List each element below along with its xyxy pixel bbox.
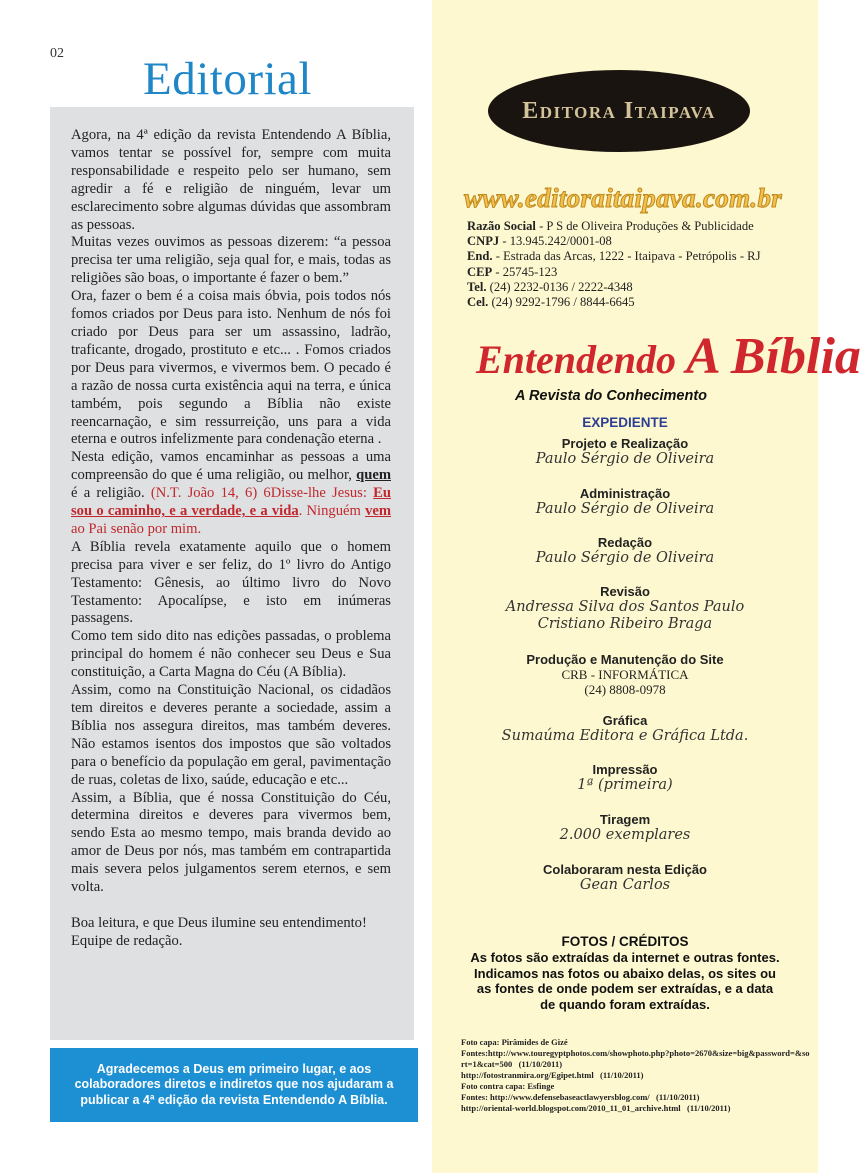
credit-block bbox=[432, 812, 818, 844]
emphasis-vem: vem bbox=[365, 503, 391, 520]
credit-value: 2.000 exemplares bbox=[559, 827, 691, 843]
paragraph: Agora, na 4ª edição da revista Entendendo A Bíblia, vamos tentar se possível for, sempre com muita responsabilidade e respeito pelo ser humano, sem agredir a fé e religião de ninguém, levar um esclarecimento sobre algumas dúvidas que assombram as pessoas. bbox=[71, 127, 391, 233]
credit-value: (24) 8808-0978 bbox=[584, 682, 666, 697]
photo-sources bbox=[461, 1037, 811, 1114]
credit-block bbox=[432, 862, 818, 894]
company-info-label: Razão Social bbox=[467, 219, 536, 233]
company-info-label: Cel. bbox=[467, 295, 489, 310]
photo-source-line: Foto contra capa: Esfinge bbox=[461, 1081, 555, 1091]
fotos-title: FOTOS / CRÉDITOS bbox=[561, 934, 689, 949]
company-info-row: Razão Social - P S de Oliveira Produções & Publicidade bbox=[467, 219, 754, 233]
credit-block bbox=[432, 486, 818, 518]
company-info-label: CEP bbox=[467, 264, 493, 279]
credit-block bbox=[432, 436, 818, 468]
credit-label: Gráfica bbox=[602, 713, 648, 728]
paragraph: Como tem sido dito nas edições passadas, o problema principal do homem é não conhecer seu Deus e Sua constituição, a Carta Magna do Céu (A Bíblia). bbox=[71, 628, 391, 681]
credit-label: Projeto e Realização bbox=[561, 436, 689, 451]
verse-reference: (N.T. João 14, 6) 6Disse-lhe Jesus: bbox=[150, 485, 374, 502]
company-info-row bbox=[467, 295, 797, 310]
thanks-text: Agradecemos a Deus em primeiro lugar, e aos colaboradores diretos e indiretos que nos ajudaram a publicar a 4ª edição da revista Entendendo A Bíblia. bbox=[74, 1061, 394, 1107]
credit-value: Paulo Sérgio de Oliveira bbox=[535, 501, 715, 517]
credit-value: CRB - INFORMÁTICA bbox=[561, 667, 689, 682]
company-info-label: Tel. bbox=[467, 279, 487, 294]
credit-block bbox=[432, 762, 818, 794]
photo-source-line: Fontes:http://www.touregyptphotos.com/showphoto.php?photo=2670&size=big&password=&sort=1&cat=500 (11/10/2011) bbox=[461, 1048, 810, 1069]
company-info-value: P S de Oliveira Produções & Publicidade bbox=[546, 219, 754, 233]
closing-line: Boa leitura, e que Deus ilumine seu entendimento! bbox=[71, 914, 367, 931]
company-info-value: 13.945.242/0001-08 bbox=[509, 234, 612, 249]
credit-label: Colaboraram nesta Edição bbox=[543, 862, 707, 877]
credit-value: Paulo Sérgio de Oliveira bbox=[535, 550, 715, 566]
credit-value: Andressa Silva dos Santos Paulo bbox=[505, 599, 745, 615]
company-info bbox=[467, 219, 797, 310]
page-number: 02 bbox=[50, 46, 64, 61]
signature: Equipe de redação. bbox=[71, 932, 183, 949]
photo-source-line: http://oriental-world.blogspot.com/2010_11_01_archive.html (11/10/2011) bbox=[461, 1103, 731, 1113]
company-info-value: 25745-123 bbox=[502, 264, 558, 279]
paragraph: Assim, como na Constituição Nacional, os cidadãos tem direitos e deveres perante a sociedade, assim a Bíblia nos assegura direitos, mas também deveres. Não estamos isentos dos impostos que são voltados para o benefício da população em geral, pavimentação de ruas, coletas de lixo, saúde, educação e etc... bbox=[71, 682, 391, 788]
credit-value: Paulo Sérgio de Oliveira bbox=[535, 451, 715, 467]
company-info-row: CEP - 25745-123 bbox=[467, 264, 558, 279]
credit-value: 1ª (primeira) bbox=[577, 777, 673, 793]
editorial-text bbox=[71, 127, 391, 951]
magazine-title-part1: Entendendo bbox=[476, 337, 687, 382]
credit-block bbox=[432, 713, 818, 745]
company-info-value: (24) 9292-1796 / 8844-6645 bbox=[491, 295, 635, 310]
thanks-box bbox=[50, 1048, 418, 1122]
fotos-body: As fotos são extraídas da internet e outras fontes. Indicamos nas fotos ou abaixo delas, os sites ou as fontes de onde podem ser extraídas, e a data de quando foram extraídas. bbox=[470, 950, 780, 1012]
credit-block bbox=[432, 535, 818, 567]
paragraph: Assim, a Bíblia, que é nossa Constituição do Céu, determina direitos e deveres para vivermos bem, sendo Esta ao mesmo tempo, mais branda devido ao amor de Deus por nós, mas também em contrapartida mais severa pelos julgamentos serem eternos, e sem volta. bbox=[71, 789, 391, 896]
emphasis-quem: quem bbox=[356, 467, 391, 484]
paragraph: Nesta edição, vamos encaminhar as pessoas a uma compreensão do que é uma religião, ou melhor, quem é a religião. (N.T. João 14, 6) 6Disse-lhe Jesus: Eu sou o caminho, e a verdade, e a vida. Ninguém vem ao Pai senão por mim. bbox=[71, 449, 391, 537]
credit-label: Impressão bbox=[592, 762, 658, 777]
magazine-title-part2: A Bíblia bbox=[686, 328, 861, 385]
magazine-subtitle: A Revista do Conhecimento bbox=[515, 388, 708, 404]
credit-label: Administração bbox=[579, 486, 671, 501]
company-info-row: End. - Estrada das Arcas, 1222 - Itaipava - Petrópolis - RJ bbox=[467, 249, 761, 264]
credit-label: Produção e Manutenção do Site bbox=[526, 652, 724, 667]
company-info-label: CNPJ bbox=[467, 234, 500, 249]
company-info-row: CNPJ - 13.945.242/0001-08 bbox=[467, 234, 612, 249]
credit-label: Revisão bbox=[600, 584, 650, 599]
company-info-value: (24) 2232-0136 / 2222-4348 bbox=[489, 279, 633, 294]
magazine-title bbox=[476, 327, 861, 386]
credit-value: Cristiano Ribeiro Braga bbox=[537, 616, 713, 632]
company-info-label: End. bbox=[467, 249, 493, 264]
paragraph: A Bíblia revela exatamente aquilo que o homem precisa para viver e ser feliz, do 1º livro do Antigo Testamento: Gênesis, ao último livro do Novo Testamento: Apocalípse, e isto em inúmeras passagens. bbox=[71, 538, 391, 627]
photo-source-line: Foto capa: Pirâmides de Gizé bbox=[461, 1037, 568, 1047]
publisher-logo-text: Editora Itaipava bbox=[522, 97, 716, 124]
publisher-url[interactable]: www.editoraitaipava.com.br bbox=[464, 183, 783, 213]
expediente-heading: EXPEDIENTE bbox=[582, 415, 668, 430]
credit-label: Tiragem bbox=[599, 812, 651, 827]
credit-value: Sumaúma Editora e Gráfica Ltda. bbox=[501, 728, 749, 744]
credit-block bbox=[432, 584, 818, 633]
credit-value: Gean Carlos bbox=[579, 877, 671, 893]
paragraph: Muitas vezes ouvimos as pessoas dizerem: “a pessoa precisa ter uma religião, seja qual for, e mais, todas as religiões são boas, o importante é fazer o bem.” bbox=[71, 234, 391, 287]
company-info-value: Estrada das Arcas, 1222 - Itaipava - Petrópolis - RJ bbox=[503, 249, 761, 264]
publisher-logo bbox=[488, 70, 750, 152]
credit-label: Redação bbox=[597, 535, 653, 550]
credit-block bbox=[432, 652, 818, 697]
photo-source-line: Fontes: http://www.defensebaseactlawyersblog.com/ (11/10/2011) bbox=[461, 1092, 700, 1102]
company-info-row bbox=[467, 280, 797, 295]
verse-quote: Eu sou o caminho, e a verdade, e a vida bbox=[71, 485, 391, 520]
photo-source-line: http://fotostranmira.org/Egipet.html (11/10/2011) bbox=[461, 1070, 644, 1080]
paragraph: Ora, fazer o bem é a coisa mais óbvia, pois todos nós fomos criados por Deus para isto. Nenhum de nós foi criado por Deus para ser um assassino, ladrão, traficante, drogado, prostituto e etc... . Fomos criados por Deus para vivermos, e vivermos bem. O pecado é a razão de nossa curta existência aqui na terra, e única também, pois segundo a Bíblia não existe reencarnação, e sim ressurreição, uns para a vida eterna e outros infelizmente para condenação eterna . bbox=[71, 288, 391, 448]
editorial-title: Editorial bbox=[143, 53, 312, 105]
